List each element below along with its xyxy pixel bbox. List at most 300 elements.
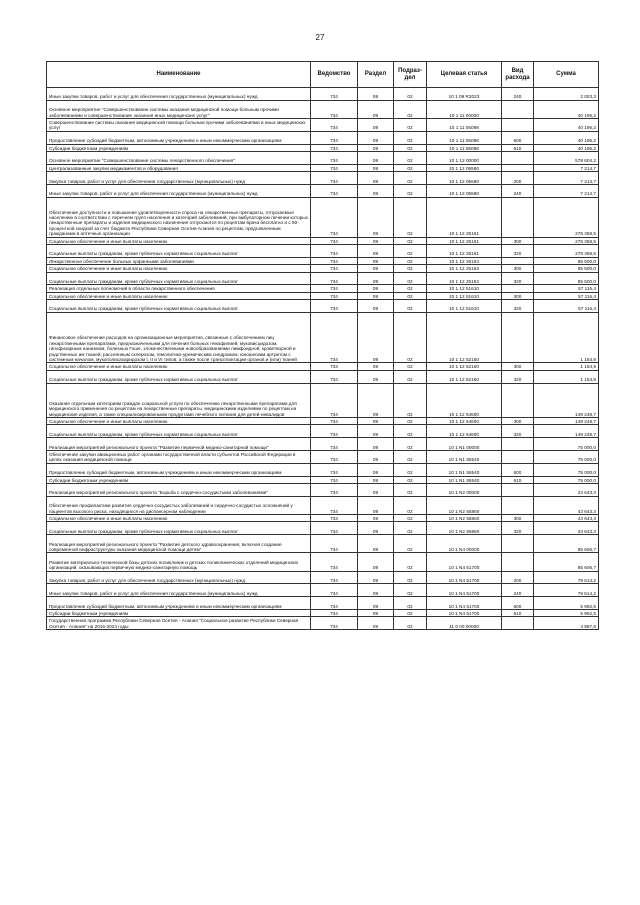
row-department: 734: [311, 425, 358, 438]
row-department: 734: [311, 237, 358, 244]
column-header-expense-type: Вид расхода: [502, 62, 534, 88]
row-expense-type: [502, 535, 534, 553]
row-section: 09: [358, 451, 394, 464]
table-row: [47, 237, 599, 244]
row-target-item: 10 1 N1 55540: [427, 476, 502, 483]
row-amount: 40 196,2: [534, 144, 599, 151]
row-subsection: 02: [394, 272, 427, 285]
row-subsection: 02: [394, 496, 427, 514]
row-amount: 1 154,9: [534, 312, 599, 363]
row-name: Социальное обеспечение и иные выплаты населению: [47, 515, 311, 522]
row-expense-type: 320: [502, 370, 534, 383]
row-section: 09: [358, 383, 394, 417]
row-amount: 43 643,3: [534, 515, 599, 522]
row-subsection: 02: [394, 292, 427, 299]
row-amount: 40 196,2: [534, 131, 599, 144]
row-department: 734: [311, 265, 358, 272]
row-department: 734: [311, 184, 358, 197]
table-row: [47, 312, 599, 363]
row-amount: 149 248,7: [534, 383, 599, 417]
row-section: 09: [358, 496, 394, 514]
row-amount: 79 614,2: [534, 584, 599, 597]
row-subsection: 02: [394, 244, 427, 257]
row-amount: 7 214,7: [534, 172, 599, 185]
row-section: 09: [358, 363, 394, 370]
row-subsection: 02: [394, 197, 427, 237]
row-department: 734: [311, 244, 358, 257]
row-section: 09: [358, 553, 394, 571]
row-target-item: 10 1 12 52160: [427, 312, 502, 363]
row-amount: 43 643,3: [534, 496, 599, 514]
row-expense-type: [502, 257, 534, 264]
table-row: [47, 272, 599, 285]
row-target-item: 10 1 N1 55540: [427, 463, 502, 476]
row-subsection: 02: [394, 553, 427, 571]
row-department: 734: [311, 383, 358, 417]
row-expense-type: 600: [502, 597, 534, 610]
row-subsection: 02: [394, 418, 427, 425]
row-department: 734: [311, 312, 358, 363]
row-subsection: 02: [394, 463, 427, 476]
row-section: 09: [358, 312, 394, 363]
row-section: 09: [358, 172, 394, 185]
table-row: [47, 285, 599, 292]
row-section: 09: [358, 285, 394, 292]
row-target-item: 10 1 12 25163: [427, 272, 502, 285]
row-name: Финансовое обеспечение расходов на организационные мероприятия, связанные с обеспечением лиц лекарственными препаратами, предназначенными для лечения больных гемофилией, муковисцидозом, гипофизарным нанизмом, болезнью Гоше, злокачественными новообразованиями лимфоидной, кроветворной и родственных им тканей, рассеянным склерозом, гемолитико-уремическим синдромом, юношеским артритом с системным началом, мукополисахаридозом I, II и VI типов, а также после трансплантации органов и (или) тканей: [47, 312, 311, 363]
row-expense-type: [502, 438, 534, 451]
row-section: 09: [358, 100, 394, 118]
row-section: 09: [358, 609, 394, 616]
row-name: Основное мероприятие "Совершенствование системы лекарственного обеспечения": [47, 151, 311, 164]
row-subsection: 02: [394, 617, 427, 630]
row-expense-type: 600: [502, 463, 534, 476]
row-department: 734: [311, 292, 358, 299]
table-row: [47, 463, 599, 476]
row-target-item: 10 1 12 52160: [427, 370, 502, 383]
table-row: [47, 484, 599, 497]
row-subsection: 02: [394, 484, 427, 497]
row-target-item: 10 1 11 05098: [427, 144, 502, 151]
row-target-item: 10 1 N2 55860: [427, 496, 502, 514]
row-amount: 5 992,5: [534, 609, 599, 616]
row-name: Реализация мероприятий регионального проекта "Развитие детского здравоохранения, включая создание современной инфраструктуры оказания медицинской помощи детям": [47, 535, 311, 553]
row-section: 09: [358, 584, 394, 597]
row-section: 09: [358, 184, 394, 197]
row-section: 09: [358, 597, 394, 610]
column-header-section: Раздел: [358, 62, 394, 88]
row-amount: 43 643,3: [534, 484, 599, 497]
row-target-item: 10 1 N2 55860: [427, 522, 502, 535]
row-department: 734: [311, 363, 358, 370]
row-name: Оказание отдельным категориям граждан социальной услуги по обеспечению лекарственными препаратами для медицинского применения по рецептам на лекарственные препараты, медицинскими изделиями по рецептам на медицинские изделия, а также специализированными продуктами лечебного питания для детей-инвалидов: [47, 383, 311, 417]
row-name: Совершенствование системы оказания медицинской помощи больным прочими заболеваниями и иных медицинских услуг: [47, 118, 311, 131]
row-department: 734: [311, 272, 358, 285]
row-subsection: 02: [394, 363, 427, 370]
row-name: Социальное обеспечение и иные выплаты населению: [47, 237, 311, 244]
table-row: [47, 172, 599, 185]
row-target-item: 10 1 11 00000: [427, 100, 502, 118]
row-subsection: 02: [394, 172, 427, 185]
row-name: Закупка товаров, работ и услуг для обеспечения государственных (муниципальных) нужд: [47, 571, 311, 584]
row-name: Государственная программа Республики Северная Осетия - Алания "Социальное развитие Республики Северная Осетия - Алания" на 2016-2024 годы: [47, 617, 311, 630]
row-section: 09: [358, 292, 394, 299]
row-target-item: 10 1 12 51610: [427, 292, 502, 299]
row-department: 734: [311, 172, 358, 185]
row-subsection: 02: [394, 584, 427, 597]
table-row: [47, 363, 599, 370]
row-target-item: 10 1 N1 00000: [427, 438, 502, 451]
row-department: 734: [311, 197, 358, 237]
row-expense-type: 240: [502, 88, 534, 101]
row-target-item: 10 1 N4 51700: [427, 571, 502, 584]
row-amount: 75 000,0: [534, 463, 599, 476]
row-target-item: 10 1 12 54600: [427, 425, 502, 438]
row-subsection: 02: [394, 451, 427, 464]
row-department: 734: [311, 522, 358, 535]
row-target-item: 10 1 12 25161: [427, 197, 502, 237]
row-subsection: 02: [394, 300, 427, 313]
table-row: [47, 451, 599, 464]
row-section: 09: [358, 88, 394, 101]
row-target-item: 10 1 N4 51700: [427, 609, 502, 616]
row-name: Основное мероприятие "Совершенствование системы оказания медицинской помощи больным прочими заболеваниями и совершенствование оказания иных медицинских услуг": [47, 100, 311, 118]
row-section: 09: [358, 144, 394, 151]
row-department: 734: [311, 463, 358, 476]
row-section: 09: [358, 265, 394, 272]
row-name: Субсидии бюджетным учреждениям: [47, 144, 311, 151]
row-section: 09: [358, 484, 394, 497]
table-row: [47, 100, 599, 118]
table-header: [47, 62, 599, 88]
row-department: 734: [311, 496, 358, 514]
row-expense-type: 320: [502, 272, 534, 285]
row-subsection: 02: [394, 438, 427, 451]
table-row: [47, 197, 599, 237]
row-department: 734: [311, 164, 358, 171]
row-amount: 5 992,5: [534, 597, 599, 610]
row-name: Обеспечение закупки авиационных работ органами государственной власти субъектов Российской Федерации в целях оказания медицинской помощи: [47, 451, 311, 464]
row-section: 09: [358, 515, 394, 522]
row-department: 734: [311, 584, 358, 597]
row-name: Социальные выплаты гражданам, кроме публичных нормативных социальных выплат: [47, 522, 311, 535]
row-section: 09: [358, 257, 394, 264]
row-name: Предоставление субсидий бюджетным, автономным учреждениям и иным некоммерческим организациям: [47, 131, 311, 144]
row-subsection: 02: [394, 151, 427, 164]
row-target-item: 10 1 N4 51700: [427, 553, 502, 571]
row-department: 734: [311, 609, 358, 616]
row-subsection: 02: [394, 184, 427, 197]
row-department: 734: [311, 257, 358, 264]
table-row: [47, 184, 599, 197]
row-target-item: 10 1 12 25163: [427, 257, 502, 264]
row-amount: 7 214,7: [534, 164, 599, 171]
row-amount: 79 614,2: [534, 571, 599, 584]
row-section: 09: [358, 571, 394, 584]
row-name: Социальное обеспечение и иные выплаты населению: [47, 292, 311, 299]
row-subsection: 02: [394, 118, 427, 131]
page-number: 27: [315, 33, 325, 42]
row-name: Предоставление субсидий бюджетным, автономным учреждениям и иным некоммерческим организациям: [47, 463, 311, 476]
row-name: Иные закупки товаров, работ и услуг для обеспечения государственных (муниципальных) нужд: [47, 184, 311, 197]
table-body: [47, 88, 599, 630]
column-header-amount: Сумма: [534, 62, 599, 88]
row-amount: 4 887,8: [534, 617, 599, 630]
row-target-item: 10 1 12 54600: [427, 418, 502, 425]
row-section: 09: [358, 617, 394, 630]
row-expense-type: 300: [502, 418, 534, 425]
row-target-item: 10 1 11 05098: [427, 131, 502, 144]
row-expense-type: 300: [502, 265, 534, 272]
row-amount: 85 500,0: [534, 265, 599, 272]
row-name: Лекарственное обеспечение больных орфанными заболеваниями: [47, 257, 311, 264]
row-name: Субсидии бюджетным учреждениям: [47, 609, 311, 616]
row-amount: 75 000,0: [534, 476, 599, 483]
row-name: Социальные выплаты гражданам, кроме публичных нормативных социальных выплат: [47, 370, 311, 383]
row-department: 734: [311, 118, 358, 131]
row-target-item: 10 1 12 51610: [427, 285, 502, 292]
table-row: [47, 370, 599, 383]
row-amount: 275 369,5: [534, 197, 599, 237]
row-expense-type: [502, 451, 534, 464]
table-row: [47, 383, 599, 417]
row-expense-type: 600: [502, 131, 534, 144]
row-subsection: 02: [394, 522, 427, 535]
row-expense-type: 300: [502, 292, 534, 299]
row-subsection: 02: [394, 257, 427, 264]
row-subsection: 02: [394, 144, 427, 151]
column-header-department: Ведомство: [311, 62, 358, 88]
row-department: 734: [311, 597, 358, 610]
row-amount: 40 196,2: [534, 118, 599, 131]
row-department: 734: [311, 451, 358, 464]
row-section: 09: [358, 272, 394, 285]
table-row: [47, 515, 599, 522]
row-target-item: 10 1 12 52160: [427, 363, 502, 370]
row-expense-type: 320: [502, 244, 534, 257]
row-department: 734: [311, 515, 358, 522]
table-row: [47, 265, 599, 272]
row-expense-type: [502, 151, 534, 164]
row-department: 734: [311, 131, 358, 144]
row-department: 734: [311, 418, 358, 425]
row-department: 734: [311, 151, 358, 164]
table-row: [47, 584, 599, 597]
column-header-subsection: Подраз-дел: [394, 62, 427, 88]
table-row: [47, 476, 599, 483]
table-row: [47, 553, 599, 571]
row-target-item: 10 1 N2 00000: [427, 484, 502, 497]
row-expense-type: 610: [502, 476, 534, 483]
table-row: [47, 609, 599, 616]
row-amount: 75 000,0: [534, 438, 599, 451]
row-name: Централизованные закупки медикаментов и оборудования: [47, 164, 311, 171]
row-department: 734: [311, 476, 358, 483]
row-subsection: 02: [394, 312, 427, 363]
row-expense-type: 610: [502, 609, 534, 616]
row-amount: 57 116,4: [534, 292, 599, 299]
row-expense-type: 610: [502, 144, 534, 151]
row-subsection: 02: [394, 597, 427, 610]
row-subsection: 02: [394, 609, 427, 616]
row-expense-type: 300: [502, 363, 534, 370]
row-department: 734: [311, 285, 358, 292]
row-name: Социальное обеспечение и иные выплаты населению: [47, 418, 311, 425]
row-section: 09: [358, 131, 394, 144]
table-row: [47, 496, 599, 514]
row-amount: 43 643,3: [534, 522, 599, 535]
column-header-target-item: Целевая статья: [427, 62, 502, 88]
table-row: [47, 257, 599, 264]
table-row: [47, 118, 599, 131]
row-amount: 85 606,7: [534, 535, 599, 553]
row-amount: 85 606,7: [534, 553, 599, 571]
row-department: 734: [311, 571, 358, 584]
row-name: Иные закупки товаров, работ и услуг для обеспечения государственных (муниципальных) нужд: [47, 584, 311, 597]
row-subsection: 02: [394, 100, 427, 118]
table-row: [47, 617, 599, 630]
table-row: [47, 292, 599, 299]
row-name: Социальное обеспечение и иные выплаты населению: [47, 265, 311, 272]
row-amount: 75 000,0: [534, 451, 599, 464]
table-row: [47, 144, 599, 151]
row-section: 09: [358, 197, 394, 237]
row-target-item: 10 1 N1 55540: [427, 451, 502, 464]
row-target-item: 10 1 N4 51700: [427, 597, 502, 610]
budget-table: [46, 61, 599, 630]
row-section: 09: [358, 476, 394, 483]
row-department: 734: [311, 438, 358, 451]
row-subsection: 02: [394, 370, 427, 383]
row-target-item: 11 0 00 00000: [427, 617, 502, 630]
row-department: 734: [311, 617, 358, 630]
row-expense-type: [502, 312, 534, 363]
row-amount: 275 369,5: [534, 237, 599, 244]
row-amount: 149 248,7: [534, 425, 599, 438]
row-expense-type: 300: [502, 237, 534, 244]
table-row: [47, 164, 599, 171]
row-expense-type: [502, 496, 534, 514]
row-subsection: 02: [394, 535, 427, 553]
row-section: 09: [358, 425, 394, 438]
row-department: 734: [311, 535, 358, 553]
row-amount: 578 604,2: [534, 151, 599, 164]
row-expense-type: 240: [502, 184, 534, 197]
row-name: Социальные выплаты гражданам, кроме публичных нормативных социальных выплат: [47, 425, 311, 438]
row-department: 734: [311, 484, 358, 497]
row-target-item: 10 1 12 05580: [427, 164, 502, 171]
row-amount: 2 003,3: [534, 88, 599, 101]
row-target-item: 10 1 12 25161: [427, 244, 502, 257]
row-section: 09: [358, 535, 394, 553]
column-header-name: Наименование: [47, 62, 311, 88]
row-name: Социальные выплаты гражданам, кроме публичных нормативных социальных выплат: [47, 272, 311, 285]
row-expense-type: [502, 285, 534, 292]
row-department: 734: [311, 144, 358, 151]
row-expense-type: 200: [502, 172, 534, 185]
row-section: 09: [358, 244, 394, 257]
row-department: 734: [311, 88, 358, 101]
row-subsection: 02: [394, 88, 427, 101]
row-name: Закупка товаров, работ и услуг для обеспечения государственных (муниципальных) нужд: [47, 172, 311, 185]
row-name: Иные закупки товаров, работ и услуг для обеспечения государственных (муниципальных) нужд: [47, 88, 311, 101]
row-section: 09: [358, 438, 394, 451]
row-section: 09: [358, 164, 394, 171]
row-expense-type: [502, 383, 534, 417]
table-row: [47, 522, 599, 535]
row-subsection: 02: [394, 131, 427, 144]
row-section: 09: [358, 300, 394, 313]
row-section: 09: [358, 370, 394, 383]
table-row: [47, 131, 599, 144]
row-section: 09: [358, 418, 394, 425]
row-expense-type: [502, 118, 534, 131]
row-section: 09: [358, 463, 394, 476]
row-subsection: 02: [394, 265, 427, 272]
row-name: Реализация мероприятий регионального проекта "Борьба с сердечно-сосудистыми заболеваниями": [47, 484, 311, 497]
row-amount: 40 196,2: [534, 100, 599, 118]
table-row: [47, 300, 599, 313]
row-department: 734: [311, 100, 358, 118]
row-name: Социальные выплаты гражданам, кроме публичных нормативных социальных выплат: [47, 300, 311, 313]
row-subsection: 02: [394, 515, 427, 522]
row-expense-type: [502, 553, 534, 571]
row-amount: 1 154,9: [534, 363, 599, 370]
row-amount: 7 214,7: [534, 184, 599, 197]
row-subsection: 02: [394, 285, 427, 292]
table-row: [47, 244, 599, 257]
row-name: Социальные выплаты гражданам, кроме публичных нормативных социальных выплат: [47, 244, 311, 257]
table-row: [47, 151, 599, 164]
row-name: Социальное обеспечение и иные выплаты населению: [47, 363, 311, 370]
row-target-item: 10 1 12 05580: [427, 172, 502, 185]
row-expense-type: 300: [502, 515, 534, 522]
row-target-item: 10 1 12 25163: [427, 265, 502, 272]
row-department: 734: [311, 300, 358, 313]
row-amount: 57 116,4: [534, 285, 599, 292]
table-row: [47, 425, 599, 438]
table-row: [47, 597, 599, 610]
row-section: 09: [358, 151, 394, 164]
row-subsection: 02: [394, 425, 427, 438]
row-target-item: 10 1 N4 00000: [427, 535, 502, 553]
row-name: Обеспечение доступности и повышение удовлетворенности спроса на лекарственные препараты, отпускаемые населению в соответствии с перечнем групп населения и категорий заболеваний, при амбулаторном лечении которых лекарственные препараты и изделия медицинского назначения отпускаются по рецептам врача бесплатно и с 50-процентной скидкой за счет бюджета Республики Северная Осетия-Алания по рецептам, предъявленным гражданами в аптечные организации: [47, 197, 311, 237]
row-department: 734: [311, 553, 358, 571]
row-target-item: 10 1 09 R2023: [427, 88, 502, 101]
row-target-item: 10 1 12 51610: [427, 300, 502, 313]
row-expense-type: 240: [502, 584, 534, 597]
row-amount: 57 116,4: [534, 300, 599, 313]
row-subsection: 02: [394, 383, 427, 417]
row-subsection: 02: [394, 237, 427, 244]
row-subsection: 02: [394, 164, 427, 171]
row-section: 09: [358, 237, 394, 244]
row-amount: 1 154,9: [534, 370, 599, 383]
row-amount: 85 500,0: [534, 272, 599, 285]
row-name: Развитие материально-технической базы детских поликлиник и детских поликлинических отделений медицинских организаций, оказывающих первичную медико-санитарную помощь: [47, 553, 311, 571]
row-section: 09: [358, 522, 394, 535]
table-row: [47, 88, 599, 101]
table-row: [47, 535, 599, 553]
row-subsection: 02: [394, 476, 427, 483]
row-expense-type: [502, 164, 534, 171]
row-department: 734: [311, 370, 358, 383]
row-expense-type: [502, 617, 534, 630]
row-expense-type: 320: [502, 522, 534, 535]
row-target-item: 10 1 12 25161: [427, 237, 502, 244]
row-amount: 149 248,7: [534, 418, 599, 425]
table-row: [47, 571, 599, 584]
